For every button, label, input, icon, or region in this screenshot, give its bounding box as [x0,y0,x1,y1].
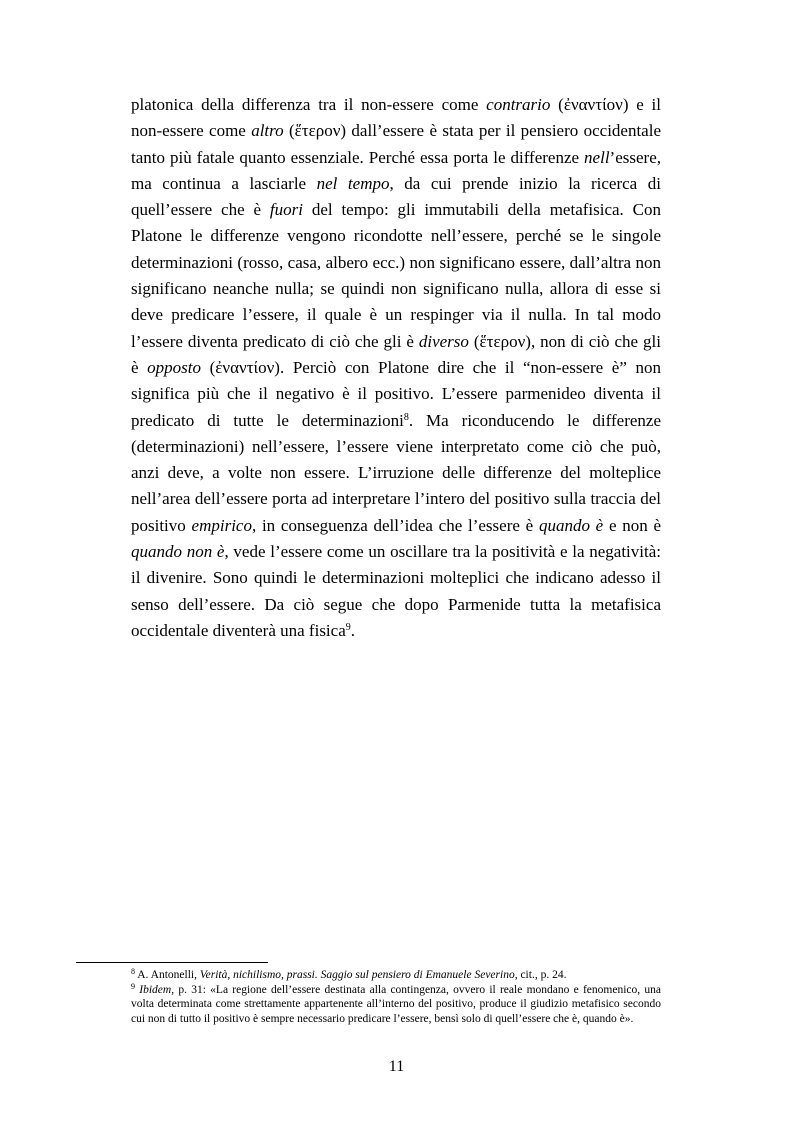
ibidem-label: Ibidem [139,983,172,996]
text-run: (ἐναντίον) e il non-essere come [131,95,662,141]
text-run: (ἐναντίον). Perciò con Platone dire che il “non-essere è” non significa più che il negativo è il positivo. L’essere parmenideo diventa il predicato di tutte le determinazioni [131,357,662,430]
footnote-separator [76,962,268,963]
italic-term: quando non è [131,542,225,562]
footnote-text: A. Antonelli, [135,969,200,981]
italic-term: fuori [269,200,303,220]
footnote-text: , cit., p. 24. [514,969,567,981]
italic-term: altro [251,121,284,141]
footnote-text: , p. 31: «La regione dell’essere destinata alla contingenza, ovvero il reale mondano e fenomenico, una volta determinata come strettamente appartenente all’interno del positivo, produce il giudizio metafisico secondo cui non di tutto il positivo è sempre necessario predicare l’essere, bensì solo di quell’essere che è, quando è». [131,983,661,1025]
footnote-ref-8[interactable]: 8 [403,411,409,423]
text-run: . Ma riconducendo le differenze (determinazioni) nell’essere, l’essere viene interpretato come ciò che può, anzi deve, a volte non essere. L’irruzione delle differenze del molteplice nell’area dell’essere porta ad interpretare l’intero del positivo sulla traccia del positivo [131,410,661,535]
text-run: , in conseguenza dell’idea che l’essere è [251,515,539,535]
text-run: . [350,620,355,640]
italic-term: nell [584,147,610,167]
footnote-ref-9[interactable]: 9 [345,621,351,633]
text-run: , da cui prende inizio la ricerca di quell’essere che è [131,173,661,220]
text-run: (ἕτερον) dall’essere è stata per il pensiero occidentale tanto più fatale quanto essenziale. Perché essa porta le differenze [131,121,661,167]
footnote-number: 9 [131,981,135,991]
italic-term: diverso [418,331,469,351]
text-run: (ἕτερον), non di ciò che gli è [131,331,661,377]
text-run: ’essere, ma continua a lasciarle [131,147,661,193]
italic-term: empirico [191,515,252,535]
text-run: platonica della differenza tra il non-essere come [131,95,487,114]
italic-term: opposto [147,357,202,377]
text-run: , vede l’essere come un oscillare tra la positività e la negatività: il divenire. Sono quindi le determinazioni molteplici che indicano adesso il senso dell’essere. Da ciò segue che dopo Parmenide tutta la metafisica occidentale diventerà una fisica [131,542,661,640]
footnote-8 [131,968,661,983]
book-title: Verità, nichilismo, prassi. Saggio sul pensiero di Emanuele Severino [199,969,515,981]
footnotes [131,968,661,1026]
italic-term: quando è [538,515,604,535]
body-paragraph [131,92,661,644]
italic-term: contrario [486,95,551,114]
footnote-number: 8 [131,967,135,976]
text-run: del tempo: gli immutabili della metafisica. Con Platone le differenze vengono ricondotte nell’essere, perché se le singole determinazioni (rosso, casa, albero ecc.) non significano essere, dall’altra non significano neanche nulla; se quindi non significano nulla, allora di esse si deve predicare l’essere, il quale è un respinger via il nulla. In tal modo l’essere diventa predicato di ciò che gli è [131,200,661,351]
footnote-9 [131,983,661,1027]
italic-term: nel tempo [316,173,390,193]
page-number: 11 [388,1058,405,1075]
text-run: e non è [603,515,662,535]
